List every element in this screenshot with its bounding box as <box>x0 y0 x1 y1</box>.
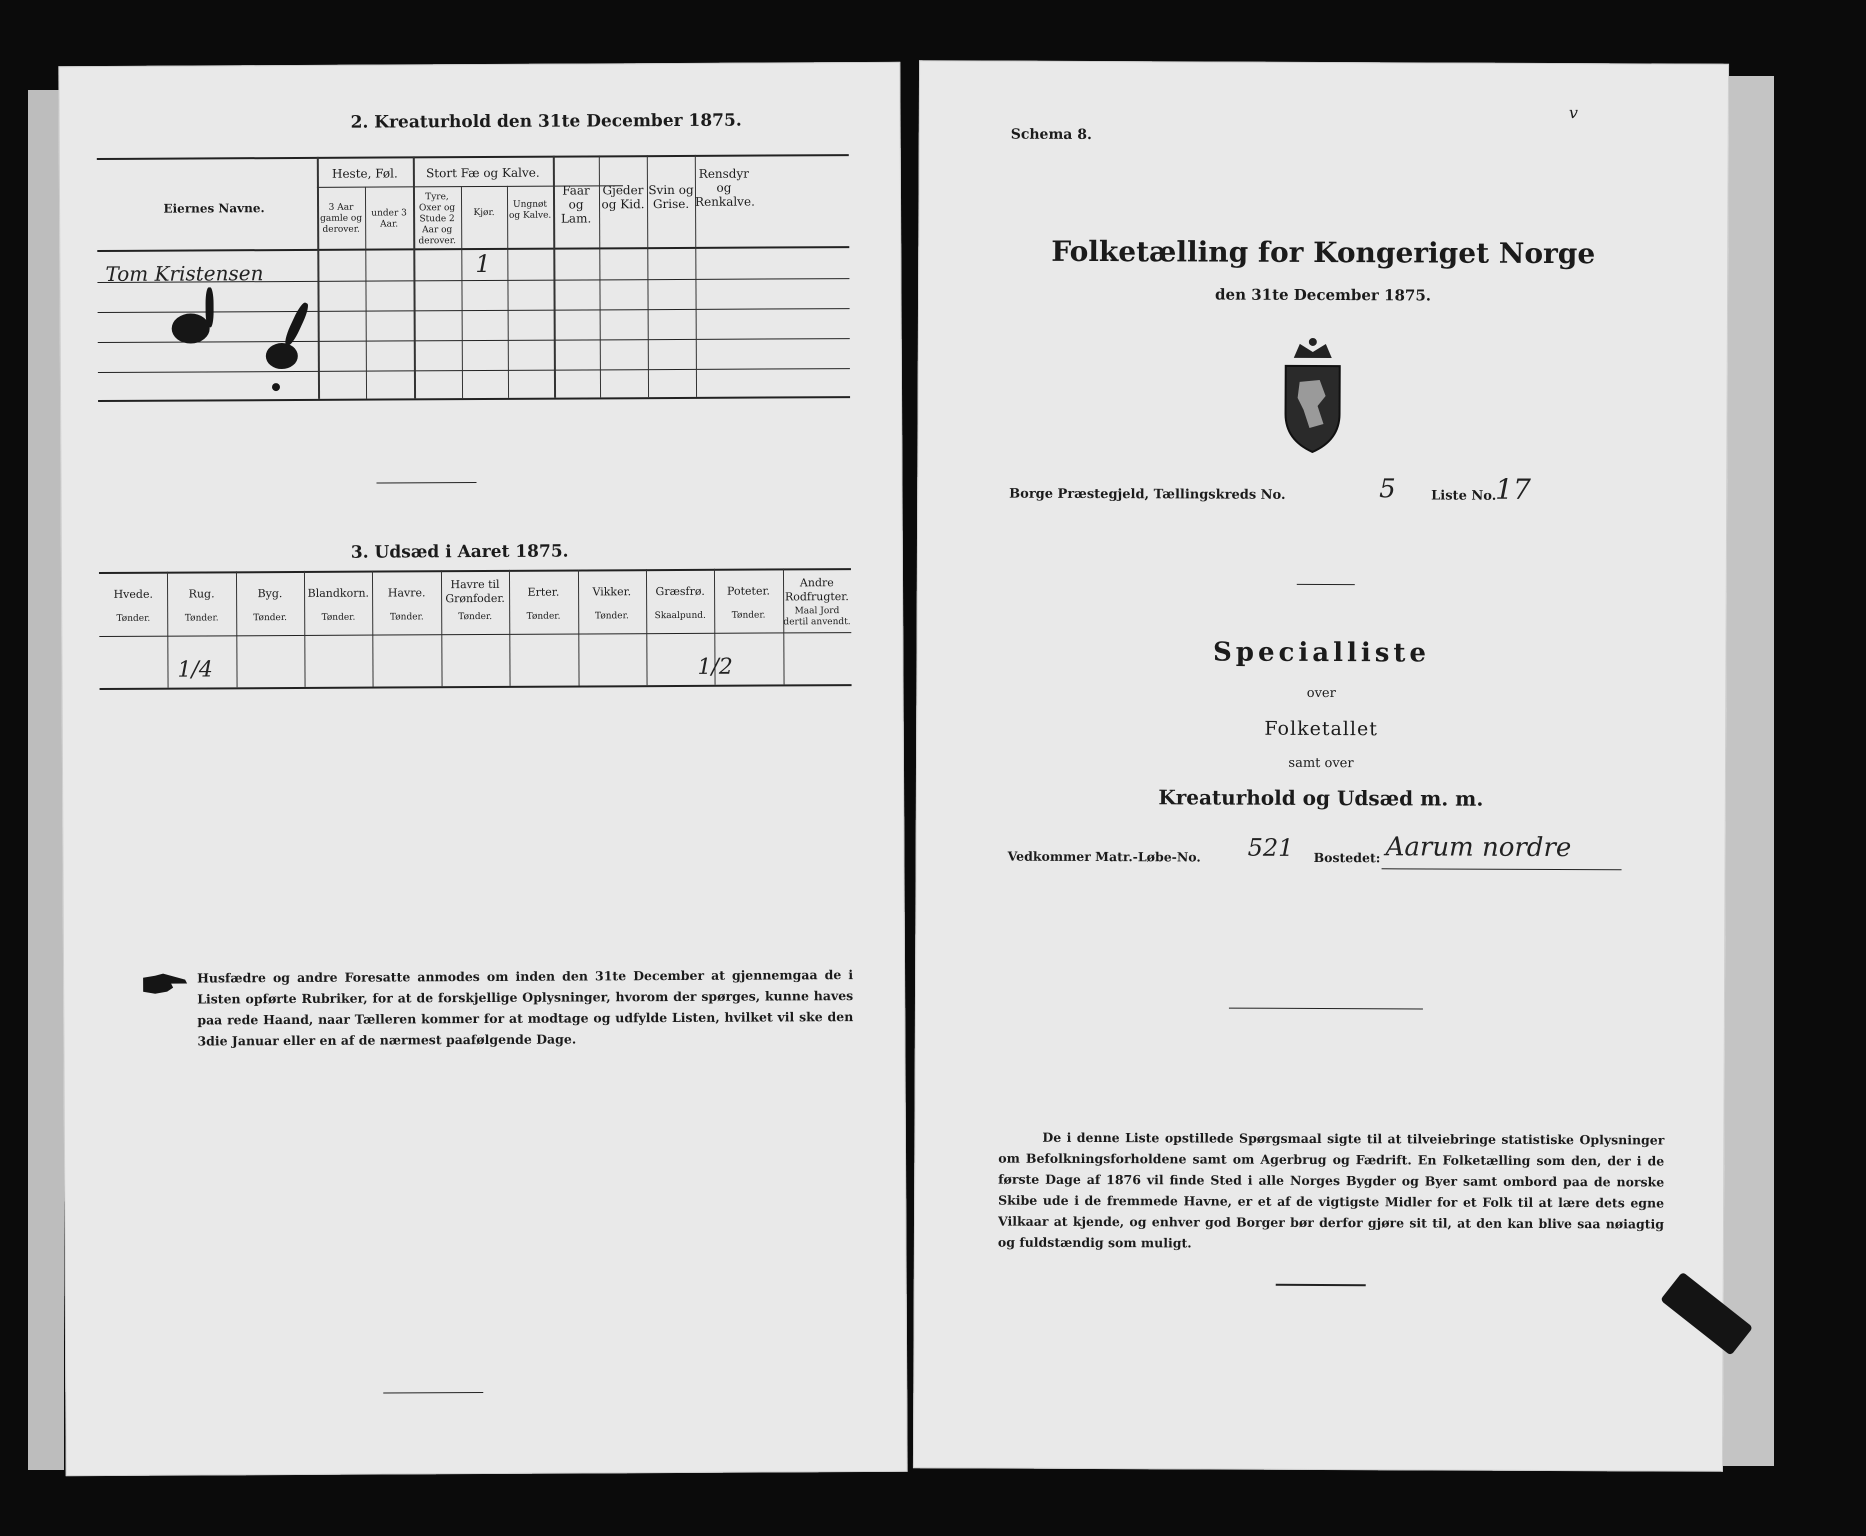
divider <box>1229 1008 1423 1010</box>
schema-number: Schema 8. <box>1010 126 1092 143</box>
cows-header: Kjør. <box>473 207 495 219</box>
coat-of-arms-icon <box>1279 336 1346 456</box>
sowing-column-name: Havre til Grønfoder. <box>445 577 505 606</box>
sowing-column-unit: Tønder. <box>389 612 424 623</box>
footer-text: De i denne Liste opstillede Spørgsmaal sigte til at tilveiebringe statistiske Oplysninger om Befolkningsforholdene samt om Agerbrug og Fædrift. En Folketælling som den, der i de første Dage af 1876 vil finde Sted i alle Norges Bygder og Byer samt ombord paa de norske Skibe ude i de fremmede Havne, er et af de vigtigste Midler for et Folk til at lære dets egne Vilkaar at kjende, og enhver god Borger bør derfor gjøre sit til, at den kan blive saa nøiagtig og fuldstændig som muligt. <box>997 1129 1665 1251</box>
sowing-column-unit: Tønder. <box>253 613 288 624</box>
matr-number: 521 <box>1247 833 1294 862</box>
ink-blot <box>172 313 210 343</box>
list-number: 17 <box>1495 472 1531 506</box>
matr-label: Vedkommer Matr.-Løbe-No. <box>1007 848 1201 865</box>
sowing-column-name: Græsfrø. <box>655 584 705 599</box>
goats-header: Gjeder og Kid. <box>601 183 645 212</box>
list-label: Liste No. <box>1431 488 1497 504</box>
horses-young-header: under 3 Aar. <box>371 208 407 230</box>
divider <box>376 482 476 484</box>
sowing-column-unit: Tønder. <box>731 610 766 621</box>
sowing-column-unit: Skaalpund. <box>654 610 706 622</box>
divider <box>1297 584 1355 585</box>
bulls-header: Tyre, Oxer og Stude 2 Aar og derover. <box>418 192 456 247</box>
date-line: den 31te December 1875. <box>1215 285 1432 305</box>
sowing-column-name: Poteter. <box>726 584 771 598</box>
sowing-column-name: Blandkorn. <box>307 586 370 600</box>
reindeer-header: Rensdyr og Renkalve. <box>694 166 755 209</box>
pointing-hand-icon <box>141 972 191 998</box>
sowing-column-unit: Tønder. <box>116 613 151 624</box>
corner-mark: v <box>1568 103 1578 123</box>
sowing-column-name: Byg. <box>257 587 283 601</box>
main-title: Folketælling for Kongeriget Norge <box>1051 234 1596 271</box>
bosted-underline <box>1382 868 1622 870</box>
horses-header: Heste, Føl. <box>331 166 398 181</box>
owner-header: Eiernes Navne. <box>163 201 265 216</box>
cows-entry: 1 <box>475 249 491 279</box>
over-text: over <box>1306 685 1336 702</box>
ink-blot <box>272 383 280 391</box>
pigs-header: Svin og Grise. <box>648 182 694 212</box>
sowing-column-name: Erter. <box>527 585 560 599</box>
potatoes-entry: 1/2 <box>697 654 733 680</box>
district-number: 5 <box>1379 474 1396 505</box>
sowing-column-name: Andre Rodfrugter. <box>784 576 849 604</box>
sheep-header: Faar og Lam. <box>560 183 592 226</box>
sowing-column-name: Vikker. <box>592 585 632 599</box>
sowing-column-unit: Tønder. <box>526 611 561 622</box>
sowing-column-unit: Tønder. <box>321 612 356 623</box>
parish-label: Borge Præstegjeld, Tællingskreds No. <box>1009 486 1286 503</box>
sowing-column-name: Rug. <box>188 587 215 601</box>
sowing-column-unit: Tønder. <box>458 611 493 623</box>
sowing-column-name: Havre. <box>387 586 426 600</box>
ink-blot <box>266 343 298 369</box>
horses-old-header: 3 Aar gamle og derover. <box>320 202 363 235</box>
right-page <box>913 60 1729 1472</box>
rye-entry: 1/4 <box>177 657 213 683</box>
bosted-label: Bostedet: <box>1313 849 1381 866</box>
cattle-header: Stort Fæ og Kalve. <box>426 165 540 181</box>
notice-text: Husfædre og andre Foresatte anmodes om inden den 31te December at gjennemgaa de i Listen opførte Rubriker, for at de forskjellige Oplysninger, hvorom der spørges, kunne haves paa rede Haand, naar Tælleren kommer for at modtage og udfylde Listen, hvilket vil ske den 3die Januar eller en af de nærmest paafølgende Dage. <box>197 967 854 1049</box>
samt-over-text: samt over <box>1288 755 1354 772</box>
ink-blot <box>205 287 213 327</box>
owner-entry: Tom Kristensen <box>105 261 264 286</box>
specialliste-title: Specialliste <box>1212 637 1430 669</box>
bosted-value: Aarum nordre <box>1385 832 1572 864</box>
section-2-title: 2. Kreaturhold den 31te December 1875. <box>350 110 742 133</box>
sowing-column-name: Hvede. <box>113 587 153 601</box>
sowing-column-unit: Tønder. <box>184 613 219 624</box>
section-3-title: 3. Udsæd i Aaret 1875. <box>350 541 569 563</box>
sowing-column-unit: Maal Jord dertil anvendt. <box>783 606 851 628</box>
sowing-column-unit: Tønder. <box>594 611 629 622</box>
left-page <box>58 62 907 1476</box>
kreaturhold-title: Kreaturhold og Udsæd m. m. <box>1158 785 1484 811</box>
folketallet-text: Folketallet <box>1264 717 1378 741</box>
calves-header: Ungnøt og Kalve. <box>508 199 552 221</box>
divider <box>1276 1284 1366 1286</box>
divider <box>383 1392 483 1394</box>
